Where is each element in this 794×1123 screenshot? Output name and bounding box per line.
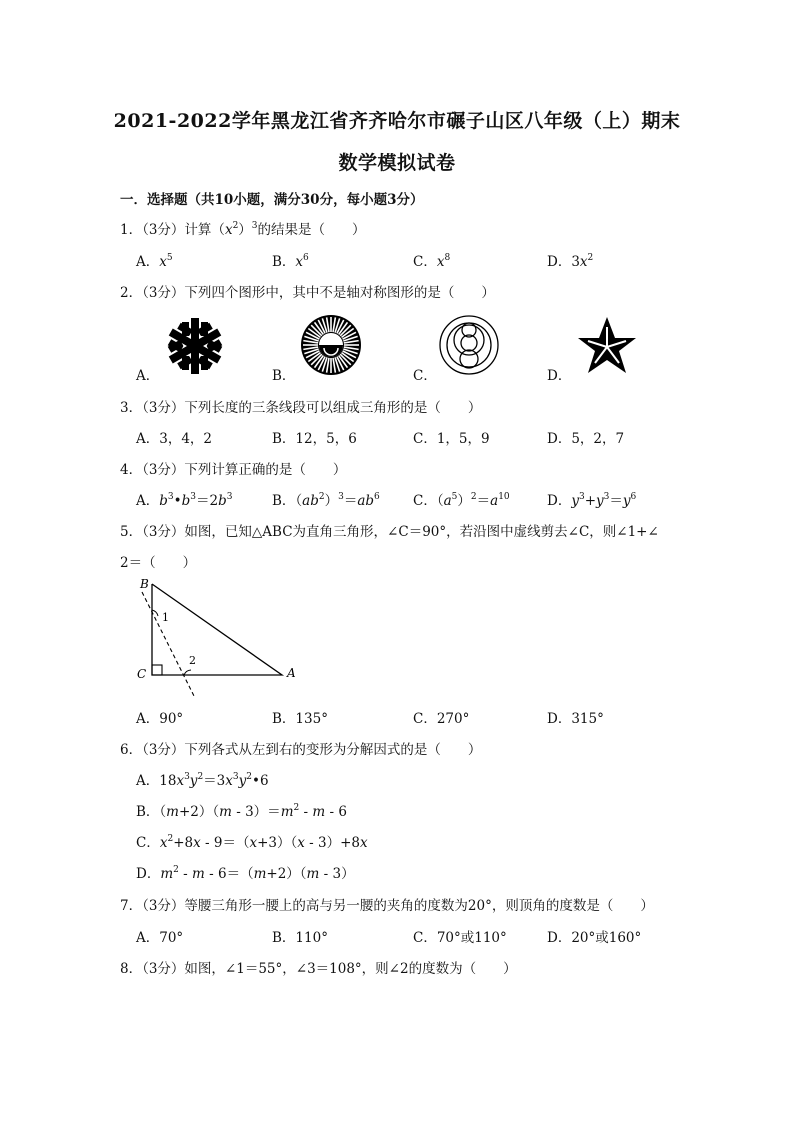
q3-option-a: A．3，4，2 [136, 431, 213, 447]
q3-option-d: D．5，2，7 [547, 431, 625, 447]
q5-option-d: D．315° [547, 711, 604, 727]
vertex-c: C [137, 667, 147, 681]
q4-option-a: A．$b^3•b^3=2b^3$ [136, 492, 233, 509]
q7-option-a: A．70° [136, 930, 184, 946]
question-8: 8．（3分）如图，∠1＝55°，∠3＝108°，则∠2的度数为（ ） [120, 961, 517, 977]
snowflake-figure [160, 316, 230, 376]
q2-label-a: A． [136, 368, 160, 384]
right-triangle-figure [130, 574, 310, 700]
q6-option-b: B．$(m+2)(m - 3)=m^2 - m - 6$ [136, 803, 347, 820]
question-6: 6．（3分）下列各式从左到右的变形为分解因式的是（ ） [120, 742, 482, 758]
q1-option-b: B．$x^6$ [272, 253, 309, 270]
q5-option-b: B．135° [272, 711, 328, 727]
question-1: 1．（3分）计算$(x^2)^3$的结果是（ ） [120, 221, 366, 238]
question-5-line1: 5．（3分）如图，已知△ABC为直角三角形，∠C＝90°，若沿图中虚线剪去∠C，则∠1+∠ [120, 524, 659, 540]
angle-1-label: 1 [162, 611, 169, 624]
angle-2-label: 2 [189, 654, 196, 667]
q5-option-a: A．90° [136, 711, 184, 727]
question-4: 4．（3分）下列计算正确的是（ ） [120, 462, 347, 478]
question-3: 3．（3分）下列长度的三条线段可以组成三角形的是（ ） [120, 400, 482, 416]
vertex-a: A [287, 666, 296, 680]
question-7: 7．（3分）等腰三角形一腰上的高与另一腰的夹角的度数为20°，则顶角的度数是（ ） [120, 898, 654, 914]
vertex-b: B [140, 577, 149, 591]
sunburst-figure [296, 312, 366, 378]
q1-option-d: D．$3x^2$ [547, 253, 594, 270]
section-heading: 一．选择题（共10小题，满分30分，每小题3分） [120, 192, 424, 208]
q4-option-d: D．$y^3+y^3=y^6$ [547, 492, 637, 509]
q7-option-b: B．110° [272, 930, 328, 946]
pentagram-figure [572, 314, 642, 376]
question-5-line2: 2＝（ ） [120, 555, 197, 571]
q1-option-c: C．$x^8$ [413, 253, 451, 270]
question-2: 2．（3分）下列四个图形中，其中不是轴对称图形的是（ ） [120, 285, 495, 301]
q7-option-d: D．20°或160° [547, 930, 642, 946]
q3-option-b: B．12，5，6 [272, 431, 357, 447]
q4-option-b: B．$(ab^2)^3=ab^6$ [272, 492, 380, 509]
q6-option-a: A．$18x^3y^2=3x^3y^2•6$ [136, 772, 269, 789]
exam-title-line1: 2021-2022学年黑龙江省齐齐哈尔市碾子山区八年级（上）期末 [113, 110, 681, 132]
q6-option-c: C．$x^2+8x - 9=(x+3)(x - 3)+8x$ [136, 834, 368, 851]
q6-option-d: D．$m^2 - m - 6=(m+2)(m - 3)$ [136, 865, 355, 882]
q3-option-c: C．1，5，9 [413, 431, 490, 447]
q5-option-c: C．270° [413, 711, 470, 727]
q2-label-c: C． [413, 368, 437, 384]
q4-option-c: C．$(a^5)^2=a^{10}$ [413, 492, 510, 509]
nested-circles-figure [438, 314, 500, 376]
q2-label-d: D． [547, 368, 572, 384]
exam-title-line2: 数学模拟试卷 [338, 152, 456, 174]
q2-label-b: B． [272, 368, 296, 384]
q1-option-a: A．$x^5$ [136, 253, 173, 270]
q7-option-c: C．70°或110° [413, 930, 507, 946]
